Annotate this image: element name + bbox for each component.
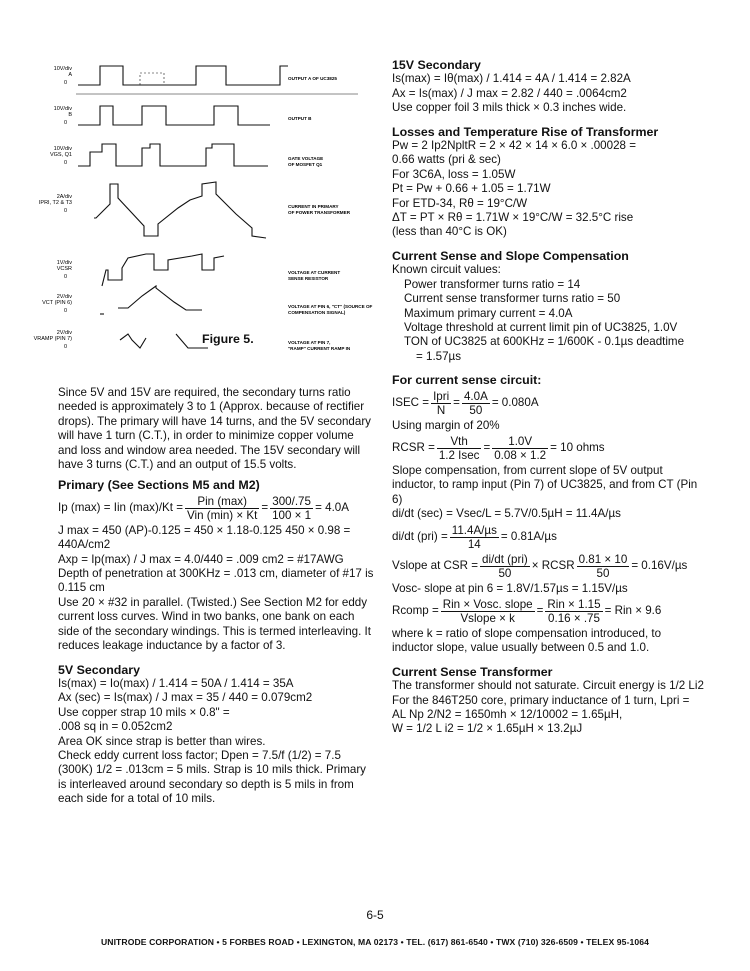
c6a-line: For 3C6A, loss = 1.05W [392,167,516,181]
known-item-6: = 1.57µs [416,349,462,363]
vslope-equation [392,553,704,580]
dt-line: ΔT = PT × Rθ = 1.71W × 19°C/W = 32.5°C rise [392,211,634,225]
areaok-line: Area OK since strap is better than wires. [58,734,266,748]
cst-line3: W = 1/2 L i2 = 1/2 × 1.65µH × 13.2µJ [392,722,583,736]
trace-4-labels [39,194,351,215]
trace-label: CURRENT IN PRIMARY [288,204,339,209]
use20-paragraph: Use 20 × #32 in parallel. (Twisted.) See Section M2 for eddy current loss curves. Wind in two banks, one bank on each side of the secondary windings. This is termed interleaving. It reduces leakage inductance by a factor of 3. [58,595,371,653]
rcomp-equation [392,598,704,625]
rcomp-fraction-2 [545,598,602,625]
ip-den: Vin (min) × Kt [186,508,258,522]
etd-line: For ETD-34, Rθ = 19°C/W [392,196,528,210]
vslope-den: 50 [498,566,512,580]
rcomp-lhs: Rcomp = [392,604,439,618]
eddy-paragraph: Check eddy current loss factor; Dpen = 7.5/f (1/2) = 7.5 (300K) 1/2 = .013cm = 5 mils. Strap is 10 mils thick. Primary is interleaved around secondary so depth is 5 mils in from each side for a total of 10 mils. [58,748,366,806]
trace-label-sub: COMPENSATION SIGNAL) [288,310,346,315]
isec-num1: Ipri [433,389,450,403]
where-paragraph: where k = ratio of slope compensation introduced, to inductor slope, value usually between 0.5 and 1.0. [392,626,662,655]
sec15-heading: 15V Secondary [392,58,481,72]
vslope-lhs: Vslope at CSR = [392,558,479,572]
pw-line1: Pw = 2 Ip2NpltR = 2 × 42 × 14 × 6.0 × .00028 = [392,139,636,153]
trace-axis-name: VCSR [56,266,72,272]
known-item-3: Maximum primary current = 4.0A [404,306,573,320]
didt-pri-equation [392,524,704,551]
trace-label-sub: "RAMP" CURRENT RAMP IN [288,346,351,351]
trace-axis-scale: 10V/div [53,106,72,112]
ip-eq: = [261,501,269,515]
trace-zero-mark: 0 [64,308,68,314]
depth-line: Depth of penetration at 300KHz = .013 cm, diameter of #17 is 0.115 cm [58,567,374,595]
figure-caption: Figure 5. [202,332,254,346]
trace-axis-scale: 10V/div [53,146,72,152]
rcomp-result: = Rin × 9.6 [604,604,662,618]
ip-result: = 4.0A [315,501,349,515]
cst-line2: For the 846T250 core, primary inductance of 1 turn, Lpri = AL Np 2/N2 = 1650mh × 12/10002 = 1.65µH, [392,693,690,721]
rcsr-equation [392,435,704,462]
vosc-line: Vosc- slope at pin 6 = 1.8V/1.57µs = 1.15V/µs [392,581,628,595]
isec-fraction-1 [431,390,451,417]
rcsr-fraction-1 [437,435,482,462]
ip-fraction-1 [185,495,259,522]
rcomp-fraction-1 [441,598,535,625]
trace-zero-mark: 0 [64,344,68,350]
footer-address: UNITRODE CORPORATION • 5 FORBES ROAD • LEXINGTON, MA 02173 • TEL. (617) 861-6540 • TWX (710) 326-6509 • TELEX 95-1064 [100,937,650,947]
ip-num2: 300/.75 [270,495,313,509]
rcsr-eq: = [483,441,491,455]
trace-axis-name: VRAMP (PIN 7) [33,336,72,342]
jmax-line1: J max = 450 (AP)-0.125 = 450 × 1.18-0.125 450 × 0.98 = [58,523,351,537]
trace-label: VOLTAGE AT CURRENT [288,270,341,275]
didt-pri-num: 11.4A/µs [451,523,497,537]
ip-num: Pin (max) [185,495,259,509]
primary-heading: Primary (See Sections M5 and M2) [58,478,260,493]
loss-heading: Losses and Temperature Rise of Transformer [392,124,659,139]
vslope-num2: 0.81 × 10 [578,552,628,566]
rcsr-lhs: RCSR = [392,441,435,455]
didt-pri-lhs: di/dt (pri) = [392,529,448,543]
page-number: 6-5 [366,908,384,922]
rcomp-num2: Rin × 1.15 [547,597,601,611]
cs-heading: Current Sense and Slope Compensation [392,248,629,263]
ip-lhs: Ip (max) = Iin (max)/Kt = [58,501,183,515]
oscilloscope-figure [33,58,378,358]
trace-zero-mark: 0 [64,160,68,166]
slope-paragraph: Slope compensation, from current slope of 5V output inductor, to ramp input (Pin 7) of UC3825, and from CT (Pin 6) [392,463,698,506]
right-column [392,58,704,737]
rcomp-eq: = [536,604,544,618]
csc-heading: For current sense circuit: [392,373,542,388]
trace-label: OUTPUT B [288,116,312,121]
vslope-num: di/dt (pri) [482,552,528,566]
vslope-result: = 0.16V/µs [631,558,688,572]
intro-paragraph: Since 5V and 15V are required, the secondary turns ratio needed is approximately 3 to 1 (Approx. because of rectifier drops). The primary will have 14 turns, and the 5V secondary will have 1 turn (C.T.), in order to minimize copper volume and loss and window area needed. The 15V secondary will have 3 turns (C.T.) and an output of 15.5 volts. [58,386,371,472]
known-line: Known circuit values: [392,263,501,277]
margin-line: Using margin of 20% [392,418,500,432]
trace-3-labels [50,146,323,167]
axp-line: Axp = Ip(max) / J max = 4.0/440 = .009 cm2 = #17AWG [58,552,344,566]
isec-lhs: ISEC = [392,395,430,409]
vslope-fraction-1 [480,553,530,580]
strap-line2: .008 sq in = 0.052cm2 [58,720,173,734]
didt-sec-line: di/dt (sec) = Vsec/L = 5.7V/0.5µH = 11.4A/µs [392,507,621,521]
rcomp-num: Rin × Vosc. slope [442,597,533,611]
rcomp-den: Vslope × k [460,611,515,625]
trace-zero-mark: 0 [64,274,68,280]
isec-equation [392,390,704,417]
trace-label-sub: OF MOSFET Q1 [288,162,323,167]
rcsr-result: = 10 ohms [550,441,605,455]
rcsr-den2: 0.08 × 1.2 [494,448,547,462]
isec-result: = 0.080A [491,395,539,409]
rcsr-den1: 1.2 Isec [438,448,480,462]
trace-label-sub: OF POWER TRANSFORMER [288,210,351,215]
rcsr-fraction-2 [492,435,548,462]
trace-axis-scale: 2V/div [56,294,72,300]
trace-axis-scale: 2A/div [56,194,72,200]
ip-fraction-2 [270,495,313,522]
vslope-fraction-2 [577,553,630,580]
pt-line: Pt = Pw + 0.66 + 1.05 = 1.71W [392,182,551,196]
trace-label: VOLTAGE AT PIN 7, [288,340,331,345]
isec-den1: N [436,403,446,417]
rcomp-den2: 0.16 × .75 [548,611,600,625]
vslope-den2: 50 [596,566,610,580]
cst-line1: The transformer should not saturate. Circuit energy is 1/2 Li2 [392,679,704,693]
known-item-1: Power transformer turns ratio = 14 [404,277,581,291]
didt-pri-fraction [450,524,499,551]
known-item-5: TON of UC3825 at 600KHz = 1/600K - 0.1µs deadtime [404,335,685,349]
trace-axis-name: A [68,72,72,78]
vslope-mid: × RCSR [531,558,575,572]
isec-eq: = [453,395,460,409]
ax15-line: Ax = Is(max) / J max = 2.82 / 440 = .0064cm2 [392,86,627,100]
dt-line2: (less than 40°C is OK) [392,225,507,239]
sec5-heading: 5V Secondary [58,662,140,677]
ax5-line: Ax (sec) = Is(max) / J max = 35 / 440 = 0.079cm2 [58,691,313,705]
trace-6-labels [42,294,372,315]
is5-line: Is(max) = Io(max) / 1.414 = 50A / 1.414 = 35A [58,676,294,690]
jmax-line2: 440A/cm2 [58,538,111,552]
cst-heading: Current Sense Transformer [392,664,553,679]
trace-label-sub: SENSE RESISTOR [288,276,329,281]
trace-axis-scale: 10V/div [53,66,72,72]
ip-equation [58,495,376,522]
trace-axis-name: VGS, Q1 [49,152,72,158]
strap-line: Use copper strap 10 mils × 0.8" = [58,705,230,719]
trace-axis-name: IPRI, T2 & T3 [38,200,72,206]
trace-axis-scale: 1V/div [56,260,72,266]
trace-zero-mark: 0 [64,120,68,126]
known-item-2: Current sense transformer turns ratio = 50 [404,292,621,306]
trace-axis-scale: 2V/div [56,330,72,336]
isec-num2: 4.0A [463,389,488,403]
trace-label: VOLTAGE AT PIN 6, "CT" (SOURCE OF [288,304,373,309]
trace-5-labels [57,260,341,281]
rcsr-num2: 1.0V [492,435,548,449]
trace-axis-name: VCT (PIN 6) [42,300,72,306]
trace-zero-mark: 0 [64,80,68,86]
trace-label: GATE VOLTAGE [288,156,324,161]
is15-line: Is(max) = Iθ(max) / 1.414 = 4A / 1.414 = 2.82A [392,72,631,86]
trace-zero-mark: 0 [64,208,68,214]
foil-line: Use copper foil 3 mils thick × 0.3 inches wide. [392,101,627,115]
trace-label: OUTPUT A OF UC3825 [288,76,337,81]
known-item-4: Voltage threshold at current limit pin of UC3825, 1.0V [404,320,678,334]
isec-fraction-2 [462,390,490,417]
didt-pri-den: 14 [467,537,481,551]
didt-pri-result: = 0.81A/µs [500,529,557,543]
trace-axis-name: B [68,112,72,118]
isec-den2: 50 [469,403,483,417]
left-column [58,386,376,807]
pw-line2: 0.66 watts (pri & sec) [392,153,501,167]
rcsr-num1: Vth [437,435,482,449]
trace-2-labels [54,106,313,126]
ip-den2: 100 × 1 [272,508,312,522]
